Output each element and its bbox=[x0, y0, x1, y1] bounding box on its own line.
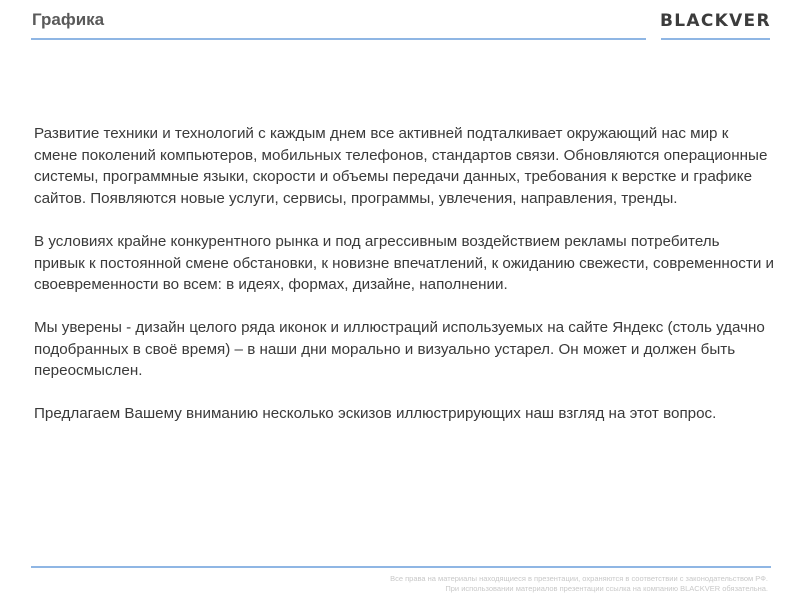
footer-divider bbox=[31, 566, 771, 568]
body-text bbox=[34, 123, 774, 446]
paragraph-4: Предлагаем Вашему вниманию несколько эскизов иллюстрирующих наш взгляд на этот вопрос. bbox=[34, 405, 717, 423]
page-title: Графика bbox=[32, 10, 105, 29]
paragraph-3: Мы уверены - дизайн целого ряда иконок и иллюстраций используемых на сайте Яндекс (столь удачно подобранных в своё время) – в наши дни морально и визуально устарел. Он может и должен быть переосмыслен. bbox=[34, 318, 765, 380]
footer-attribution: При использовании материалов презентации ссылка на компанию BLACKVER обязательна. bbox=[445, 584, 768, 593]
footer-notice bbox=[390, 574, 768, 594]
title-divider bbox=[31, 38, 646, 40]
footer-copyright: Все права на материалы находящиеся в презентации, охраняются в соответствии с законодательством РФ. bbox=[390, 574, 768, 583]
logo-divider bbox=[661, 38, 770, 40]
paragraph-2: В условиях крайне конкурентного рынка и под агрессивным воздействием рекламы потребитель привык к постоянной смене обстановки, к новизне впечатлений, к ожиданию свежести, современности и своевременности во всем: в идеях, формах, дизайне, наполнении. bbox=[34, 232, 775, 294]
blackver-logo: BLACKVER bbox=[660, 11, 771, 31]
slide-header bbox=[0, 0, 800, 48]
paragraph-1: Развитие техники и технологий с каждым днем все активней подталкивает окружающий нас мир к смене поколений компьютеров, мобильных телефонов, стандартов связи. Обновляются операционные системы, программные языки, скорости и объемы передачи данных, требования к верстке и графике сайтов. Появляются новые услуги, сервисы, программы, увлечения, направления, тренды. bbox=[34, 125, 768, 208]
